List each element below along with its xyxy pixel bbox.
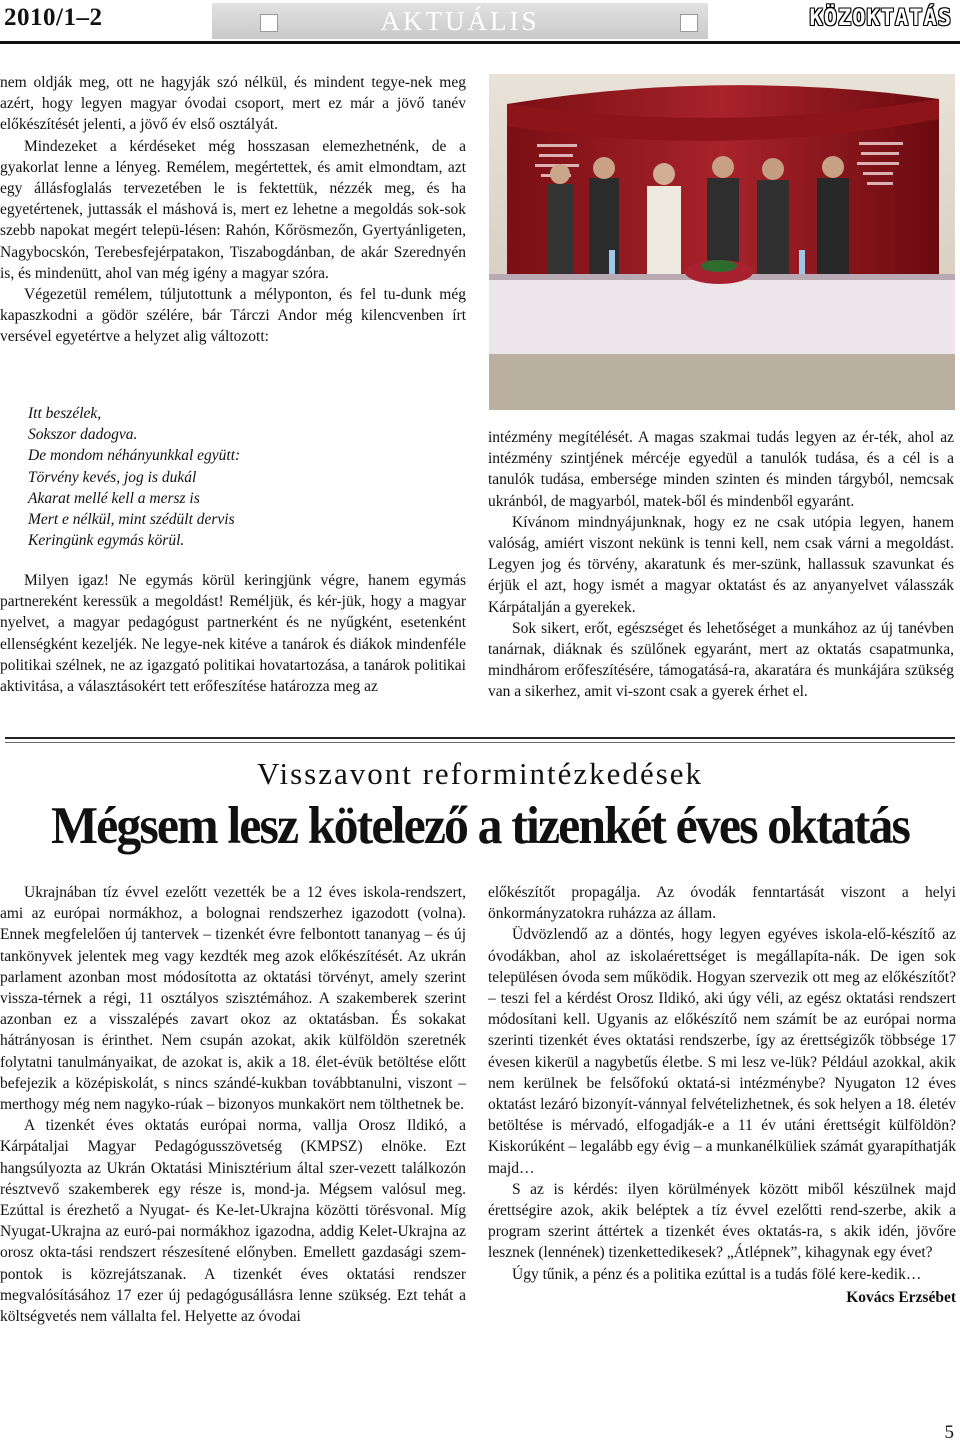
- article-left-column: [0, 882, 466, 1327]
- article-author: Kovács Erzsébet: [846, 1288, 956, 1306]
- issue-number: 2010/1–2: [4, 4, 103, 31]
- paragraph: Úgy tűnik, a pénz és a politika ezúttal is a tudás fölé kere-kedik…: [512, 1265, 922, 1283]
- poem-line: Keringünk egymás körül.: [28, 532, 185, 550]
- paragraph: Sok sikert, erőt, egészséget és lehetőséget a munkához az új tanévben tanárnak, diáknak és szülőnek egyaránt, mert az oktatás csapatmunka, mindhárom erőfeszítésére, támogatásá-ra, akaratára és munkájára szükség van a sikerhez, amit vi-szont csak a gyerek érhet el.: [488, 619, 954, 701]
- square-bullet-icon: [680, 14, 698, 32]
- left-column-text: [0, 72, 466, 348]
- page-header: [0, 0, 960, 44]
- paragraph: Kívánom mindnyájunknak, hogy ez ne csak utópia legyen, hanem valóság, amiért viszont nekünk is tenni kell, nem csak várni a megoldást. Legyen jog és törvény, akaratunk és mer-szünk, hallassuk szavunkat és érjük el azt, hogy ismét a magyar oktatást és az anyanyelvet válasszák Kárpátalján a gyerekek.: [488, 513, 954, 616]
- paragraph: A tizenkét éves oktatás európai norma, vallja Orosz Ildikó, a Kárpátaljai Magyar Pedagógusszövetség (KMPSZ) elnöke. Ezt hangsúlyozta az Ukrán Oktatási Minisztérium által szer-vezett találkozón résztvevő szakemberek egy része is, mond-ja. Mégsem valósul meg. Ezúttal is érezhető a Nyugat- és Ke-let-Ukrajna közötti törésvonal. Míg Nyugat-Ukrajna az euró-pai normákhoz igazodna, addig Kelet-Ukrajna az orosz okta-tási rendszert részesítené előnyben. Emellett gazdasági szem-pontok is közrejátszanak. A tizenkét éves oktatási rendszer megvalósításához 17 ezer új pedagógusállásra lenne szükség. Ezt tehát a költségvetés nem vállalta fel. Helyette az óvodai: [0, 1117, 466, 1326]
- paragraph: intézmény megítélését. A magas szakmai tudás legyen az ér-ték, ahol az intézmény szintjének mércéje egyedül a tanulók tudása, és a cél is a tanulók tudása, embersége minden szinten és minden tárgyból, nemcsak ukránból, de magyarból, matek-ből és mindenből egyaránt.: [488, 429, 954, 510]
- magazine-logo: KÖZOKTATÁS: [809, 6, 952, 31]
- article-headline: Mégsem lesz kötelező a tizenkét éves oktatás: [50, 797, 910, 855]
- header-divider: [0, 41, 960, 44]
- paragraph: S az is kérdés: ilyen körülmények között miből készülnek majd érettségire azok, akik beléptek a tíz évvel ezelőtti rend-szerbe, akik a program szerint áttértek a tizenkét éves oktatás-ra, s akik idén, jövőre lesznek (lennének) tizenkettedikesek? „Átlépnek”, kihagynak egy évet?: [488, 1180, 956, 1262]
- poem-line: Sokszor dadogva.: [28, 426, 138, 444]
- after-poem-text: [0, 570, 466, 697]
- rubric-bar: [212, 3, 708, 39]
- poem-line: De mondom néhányunkkal együtt:: [28, 447, 241, 465]
- paragraph: Mindezeket a kérdéseket még hosszasan elemezhetnénk, de a gyakorlat lenne a lényeg. Remélem, megértettek, és amit elmondtam, azt egy állásfoglalás tervezetében le is fektettük, nézzék meg, és ha egyetértenek, juttassák el máshová is, mert ez lehetne a megoldás sok-sok szebb napokat megért telepü-lésen: Rahón, Kőrösmezőn, Gyertyánligeten, Nagybocskón, Terebesfejérpatakon, Tiszabogdánban, de akár Szerednyén is, és mindenütt, ahol van még igény a magyar szóra.: [0, 137, 466, 282]
- section-divider: [5, 737, 955, 739]
- article-kicker: Visszavont reformintézkedések: [256, 756, 704, 791]
- rubric-title: AKTUÁLIS: [380, 6, 540, 36]
- paragraph: Milyen igaz! Ne egymás körül keringjünk végre, hanem egymás partnereként keressük a megoldást! Reméljük, és kér-jük, hogy a magyar nyelvet, a magyar pedagógust partnerként és ne nyűgként, esetenként ellenségként kezeljék. Ne legye-nek kitéve a tanárok és diákok mindenféle politikai szélnek, ne az igazgató politikai hovatartozása, a tanárok politikai aktivitása, a választásokért tett erőfeszítése határozza meg az: [0, 572, 466, 696]
- page-number: 5: [944, 1422, 954, 1443]
- article-right-column: [488, 882, 956, 1308]
- poem-line: Törvény kevés, jog is dukál: [28, 468, 197, 486]
- paragraph: előkészítőt propagálja. Az óvodák fenntartását viszont a helyi önkormányzatokra ruházza az állam.: [488, 884, 956, 923]
- poem: [28, 403, 468, 551]
- paragraph: nem oldják meg, ott ne hagyják szó nélkül, és mindent tegye-nek meg azért, hogy legyen magyar óvodai csoport, mert ez már a jövő tanév előkészítését jelenti, a jövő év első osztályát.: [0, 74, 466, 134]
- section-divider: [5, 742, 955, 743]
- conference-photo: [489, 74, 955, 410]
- poem-line: Itt beszélek,: [28, 405, 102, 422]
- poem-line: Mert e nélkül, mint szédült dervis: [28, 511, 235, 529]
- paragraph: Végezetül remélem, túljutottunk a mélyponton, és fel tu-dunk még kapaszkodni a gödör szélére, bár Tárczi Andor még kilencvenben írt versével egyetértve a helyzet alig változott:: [0, 286, 466, 346]
- poem-line: Akarat mellé kell a mersz is: [28, 489, 200, 507]
- paragraph: Üdvözlendő az a döntés, hogy legyen egyéves iskola-elő-készítő az óvodákban, ahol az iskolaérettséget is megállapíta-nák. De igen sok településen óvoda sem működik. Hogyan szervezik ott meg az előkészítőt? – teszi fel a kérdést Orosz Ildikó, aki úgy véli, az egész oktatási rendszert módosítani kell. Ugyanis az előkészítő nem számít be az európai norma szerinti tizenkét éves oktatási rendszerbe, így az érettségizők többsége 17 évesen kikerül a nagybetűs életbe. S mi lesz ve-lük? Például azokkal, akik nem kerülnek be felsőfokú oktatá-si intézménybe? Nyugaton 12 éves oktatást lezáró bizonyít-vánnyal felvételizhetnek, és sok helyen a 18. életév betöltése is mérvadó, elfogadják-e a 11 év utáni érettségit külföldön? Kiskorúként – legalább egy évig – a munkanélküliek számát gyarapíthatják majd…: [488, 926, 956, 1177]
- paragraph: Ukrajnában tíz évvel ezelőtt vezették be a 12 éves iskola-rendszert, ami az európai normákhoz, a bolognai rendszerhez igazodott (volna). Ennek megfelelően új tantervek – tizenkét évre felbontott tananyag – és új tankönyvek jelentek meg vagy kezdték meg azok előkészítését. Az ukrán parlament azonban most módosította az oktatási törvényt, amely szerint vissza-térnek a régi, 11 osztályos szisztémához. A szakemberek szerint azonban ez a visszalépés zavart okoz az oktatásban. És sokakat hátrányosan is érinthet. Nem csupán azokat, akik külföldön szeretnék folytatni tanulmányaikat, de azokat is, akik a 18. élet-évük betöltése előtt befejezik a középiskolát, s nincs szándé-kukban továbbtanulni, viszont – merthogy még nem nagyko-rúak – bizonyos munkakört nem tölthetnek be.: [0, 884, 466, 1114]
- right-column-text: [488, 427, 954, 703]
